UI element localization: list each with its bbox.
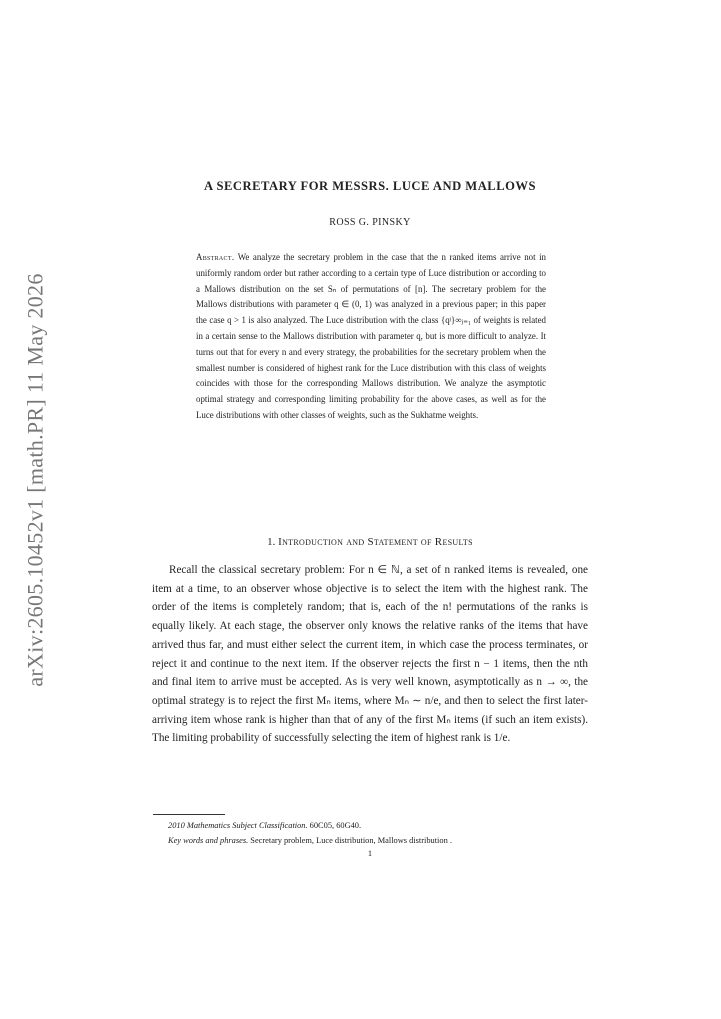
keywords-value: Secretary problem, Luce distribution, Mallows distribution . xyxy=(250,836,452,845)
footnotes xyxy=(153,818,589,848)
section-number: 1. xyxy=(267,536,276,548)
keywords-label: Key words and phrases. xyxy=(168,836,249,845)
paper-title: A SECRETARY FOR MESSRS. LUCE AND MALLOWS xyxy=(203,179,536,193)
body-paragraph: Recall the classical secretary problem: For n ∈ ℕ, a set of n ranked items is revealed, one item at a time, to an observer whose objective is to select the item with the highest rank. The order of the items is completely random; that is, each of the n! permutations of the ranks is equally likely. At each stage, the observer only knows the relative ranks of the items that have arrived thus far, and must either select the current item, in which case the process terminates, or reject it and continue to the next item. If the observer rejects the first n − 1 items, then the nth and final item to arrive must be accepted. As is very well known, asymptotically as n → ∞, the optimal strategy is to reject the first Mₙ items, where Mₙ ∼ n/e, and then to select the first later-arriving item whose rank is higher than that of any of the first Mₙ items (if such an item exists). The limiting probability of successfully selecting the item of highest rank is 1/e. xyxy=(152,564,588,745)
arxiv-sidebar-stamp xyxy=(18,273,54,687)
footnote-keywords xyxy=(153,833,589,848)
abstract xyxy=(196,250,546,424)
section-title: Introduction and Statement of Results xyxy=(278,536,473,548)
arxiv-identifier: arXiv:2605.10452v1 [math.PR] 11 May 2026 xyxy=(23,273,49,687)
abstract-label: Abstract. xyxy=(196,252,235,262)
msc-label: 2010 Mathematics Subject Classification. xyxy=(168,821,308,830)
footnote-rule xyxy=(153,814,225,815)
footnote-msc xyxy=(153,818,589,833)
paper-author: ROSS G. PINSKY xyxy=(329,217,411,228)
page-number: 1 xyxy=(367,849,373,858)
msc-value: 60C05, 60G40. xyxy=(309,821,362,830)
section-heading xyxy=(150,536,590,548)
abstract-text: We analyze the secretary problem in the case that the n ranked items arrive not in uniformly random order but rather according to a certain type of Luce distribution or according to a Mallows distribution on the set Sₙ of permutations of [n]. The secretary problem for the Mallows distributions with parameter q ∈ (0, 1) was analyzed in a previous paper; in this paper the case q > 1 is also analyzed. The Luce distribution with the class {qʲ}∞ⱼ₌₁ of weights is related in a certain sense to the Mallows distribution with parameter q, but is more difficult to analyze. It turns out that for every n and every strategy, the probabilities for the secretary problem when the smallest number is considered of highest rank for the Luce distribution with this class of weights coincides with those for the corresponding Mallows distribution. We analyze the asymptotic optimal strategy and corresponding limiting probability for the above cases, as well as for the Luce distributions with other classes of weights, such as the Sukhatme weights. xyxy=(196,252,546,420)
